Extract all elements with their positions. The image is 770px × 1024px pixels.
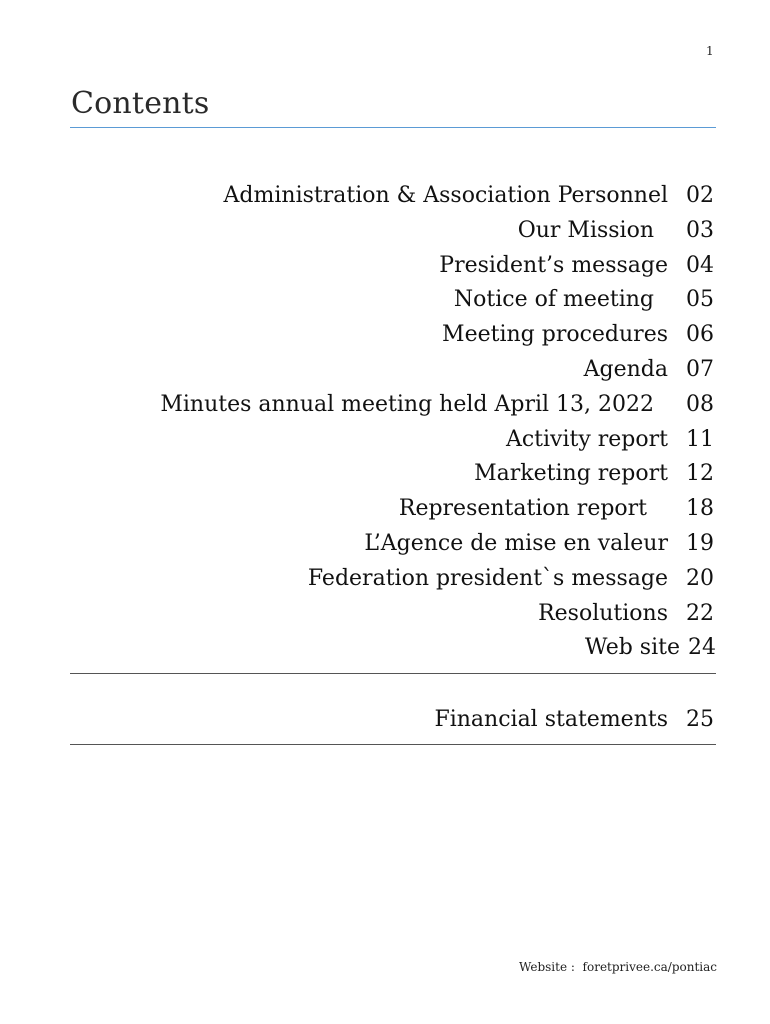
- toc-entry-page: 25: [686, 707, 714, 732]
- section-divider: [70, 744, 716, 745]
- toc-entry-page: 03: [686, 217, 714, 243]
- toc-entry-page: 20: [686, 565, 714, 591]
- toc-entry-title: Meeting procedures: [442, 322, 668, 348]
- page-number: 1: [706, 44, 714, 58]
- toc-row-minutes: [70, 392, 716, 427]
- toc-row-agence: [70, 531, 716, 566]
- toc-entry-page: 02: [686, 183, 714, 208]
- toc-entry-title: Activity report: [505, 426, 668, 452]
- toc-entry-title: Agenda: [583, 356, 668, 382]
- toc-entry-page: 05: [686, 287, 714, 313]
- toc-entry-title: Financial statements: [434, 707, 668, 732]
- footer-website: Website : foretprivee.ca/pontiac: [519, 960, 718, 974]
- toc-row-federation-message: [70, 566, 716, 601]
- toc-entry-page: 07: [686, 356, 714, 382]
- toc-entry-title: L’Agence de mise en valeur: [364, 530, 668, 556]
- toc-row-meeting-procedures: [70, 322, 716, 357]
- toc-entry-page: 12: [686, 461, 714, 487]
- toc-row-web-site: [70, 635, 716, 670]
- title-underline: [70, 127, 716, 128]
- toc-row-resolutions: [70, 601, 716, 636]
- toc-entry-title: Representation report: [398, 496, 668, 522]
- toc-entry-title: President’s message: [439, 252, 668, 278]
- toc-row-presidents-message: [70, 253, 716, 288]
- toc-entry-page: 18: [686, 496, 714, 522]
- toc-entry-page: 08: [686, 391, 714, 417]
- toc-entry-title: Minutes annual meeting held April 13, 2022: [160, 391, 668, 417]
- toc-entry-title: Web site: [584, 635, 680, 661]
- toc-entry-page: 22: [686, 600, 714, 626]
- toc-entry-page: 11: [686, 426, 714, 452]
- toc-entry-title: Resolutions: [538, 600, 668, 626]
- toc-row-administration: [70, 183, 716, 218]
- toc-entry-page: 06: [686, 322, 714, 348]
- toc-row-agenda: [70, 357, 716, 392]
- toc-row-financial-statements: [70, 707, 716, 742]
- toc-row-representation-report: [70, 496, 716, 531]
- toc-entry-page: 04: [686, 252, 714, 278]
- table-of-contents: [70, 183, 716, 670]
- toc-row-marketing-report: [70, 461, 716, 496]
- toc-entry-title: Administration & Association Personnel: [223, 183, 668, 208]
- toc-row-mission: [70, 218, 716, 253]
- toc-row-activity-report: [70, 427, 716, 462]
- toc-entry-title: Notice of meeting: [453, 287, 668, 313]
- toc-entry-page: 24: [688, 635, 716, 661]
- toc-entry-title: Marketing report: [474, 461, 668, 487]
- section-divider: [70, 673, 716, 674]
- page-title: Contents: [71, 86, 210, 121]
- toc-entry-title: Our Mission: [517, 217, 668, 243]
- toc-row-notice-of-meeting: [70, 287, 716, 322]
- toc-entry-title: Federation president`s message: [307, 565, 668, 591]
- toc-entry-page: 19: [686, 530, 714, 556]
